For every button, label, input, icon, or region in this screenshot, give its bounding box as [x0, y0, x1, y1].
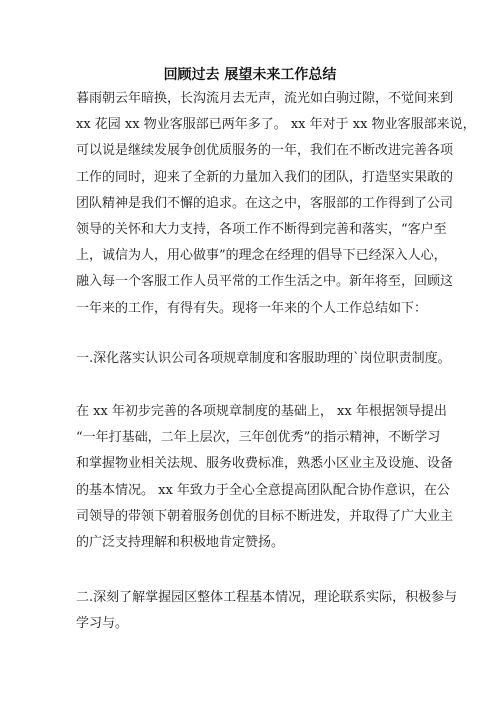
text-line: 二.深刻了解掌握园区整体工程基本情况，理论联系实际，积极参与 — [76, 590, 458, 605]
text-line: 上，诚信为人，用心做事”的理念在经理的倡导下已经深入人心， — [76, 248, 447, 264]
text-line: 的广泛支持理解和积极地肯定赞扬。 — [76, 535, 285, 551]
section-heading-1 — [76, 346, 451, 372]
text-line: 学习与。 — [76, 616, 129, 632]
text-line: 工作的同时，迎来了全新的力量加入我们的团队，打造坚实果敢的 — [76, 169, 454, 185]
text-line: “一年打基础，二年上层次，三年创优秀”的指示精神，不断学习 — [76, 430, 441, 446]
text-line: 一.深化落实认识公司各项规章制度和客服助理的`岗位职责制度。 — [76, 351, 451, 366]
document-title: 回顾过去 展望未来工作总结 — [163, 67, 337, 83]
text-line: xx 花园 xx 物业客服部已两年多了。 xx 年对于 xx 物业客服部来说， — [76, 117, 476, 133]
text-line: 可以说是继续发展争创优质服务的一年，我们在不断改进完善各项 — [76, 143, 454, 159]
paragraph-intro — [76, 86, 476, 322]
section-heading-2 — [76, 585, 458, 637]
text-line: 司领导的带领下朝着服务创优的目标不断进发，并取得了广大业主 — [76, 508, 454, 524]
text-line: 领导的关怀和大力支持，各项工作不断得到完善和落实，“客户至 — [76, 222, 447, 238]
paragraph-section-1 — [76, 399, 454, 556]
text-line: 暮雨朝云年暗换，长沟流月去无声，流光如白驹过隙，不觉间来到 — [76, 91, 454, 106]
text-line: 团队精神是我们不懈的追求。在这之中，客服部的工作得到了公司 — [76, 195, 454, 211]
text-line: 的基本情况。 xx 年致力于全心全意提高团队配合协作意识，在公 — [76, 482, 450, 498]
text-line: 融入每一个客服工作人员平常的工作生活之中。新年将至，回顾这 — [76, 274, 454, 290]
text-line: 和掌握物业相关法规、服务收费标准，熟悉小区业主及设施、设备 — [76, 456, 454, 472]
text-line: 一年来的工作，有得有失。现将一年来的个人工作总结如下： — [76, 300, 428, 316]
text-line: 在 xx 年初步完善的各项规章制度的基础上， xx 年根据领导提出 — [76, 404, 447, 419]
